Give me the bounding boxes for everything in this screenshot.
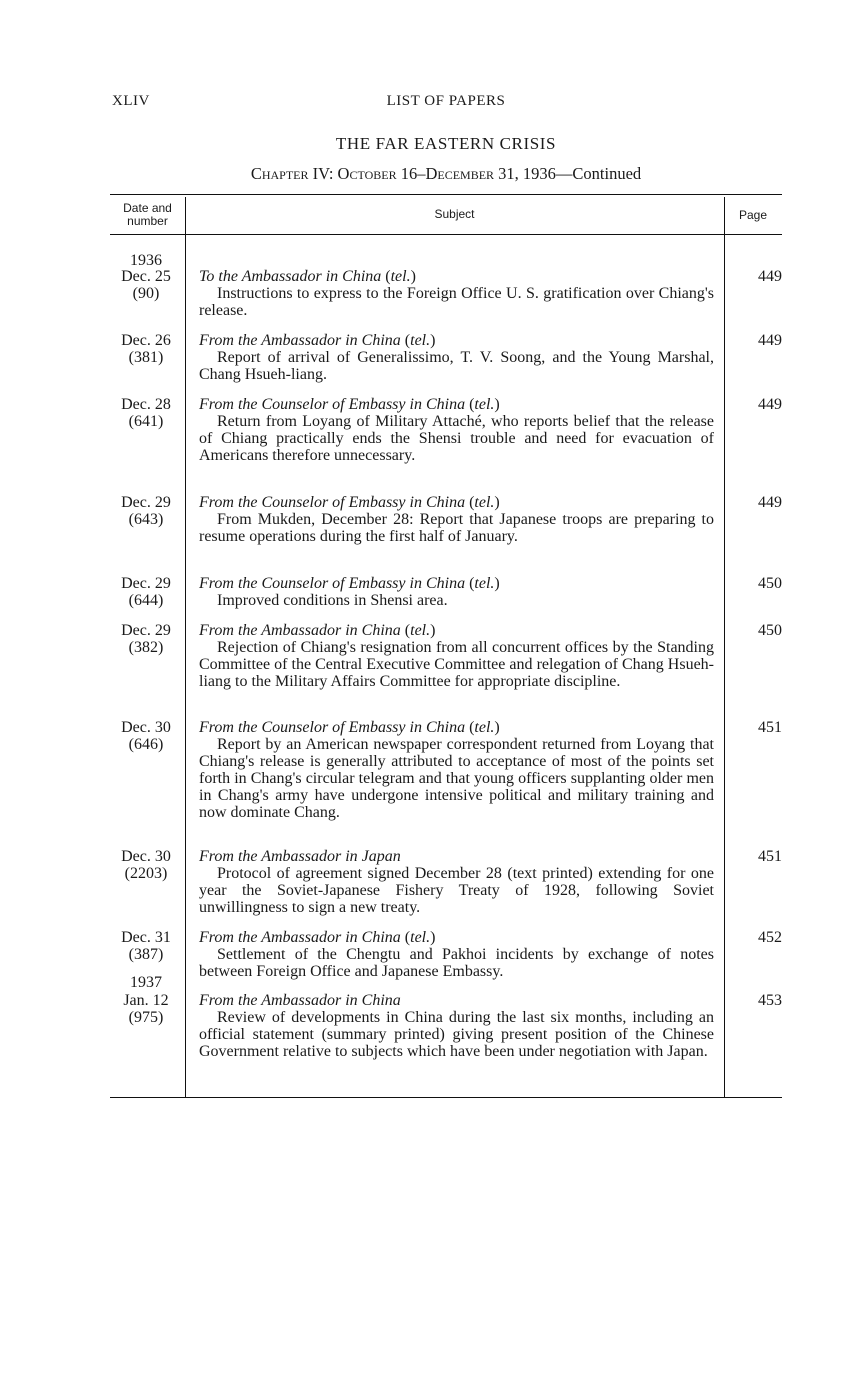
entry-from: From the Ambassador in China <box>199 992 401 1009</box>
entry-subject <box>199 575 714 609</box>
entry-correspondent <box>199 622 714 639</box>
entry-subject <box>199 848 714 916</box>
header-date-line1: Date and <box>123 201 172 215</box>
entry-date: Dec. 25 <box>121 268 171 285</box>
entry-date: Jan. 12 <box>123 992 169 1009</box>
entry-date: Dec. 31 <box>121 929 171 946</box>
entry-number: (644) <box>128 592 164 609</box>
table-bottom-rule <box>110 1097 782 1098</box>
entry-tel-text: tel. <box>474 396 495 413</box>
entry-date-number <box>110 719 182 753</box>
entry-tel: (tel.) <box>469 575 500 592</box>
entry-tel-text: tel. <box>474 575 495 592</box>
entry-from: From the Counselor of Embassy in China <box>199 396 466 413</box>
page-folio: XLIV <box>112 93 150 109</box>
entry-page: 452 <box>758 929 782 946</box>
entry-correspondent <box>199 992 714 1009</box>
entry-tel: (tel.) <box>404 929 436 946</box>
entry-date-number <box>110 929 182 963</box>
header-date-number <box>110 202 185 228</box>
entry-description: Review of developments in China during the last six months, including an official statement (summary printed) giving present position of the Chinese Government relative to subjects which have been under negotiation with Japan. <box>199 1009 714 1060</box>
entry-date: Dec. 26 <box>121 332 171 349</box>
entry-date-number <box>110 268 182 302</box>
entry-correspondent <box>199 575 714 592</box>
entry-date-number <box>110 622 182 656</box>
year-1936: 1936 <box>130 252 162 269</box>
entry-description: Improved conditions in Shensi area. <box>217 592 448 609</box>
entry-correspondent <box>199 332 714 349</box>
entry-subject <box>199 622 714 690</box>
entry-from: From the Ambassador in Japan <box>199 848 401 865</box>
year-1937: 1937 <box>130 974 162 991</box>
entry-from: To the Ambassador in China <box>199 268 382 285</box>
entry-tel-text: tel. <box>410 622 431 639</box>
table-top-rule <box>110 194 782 195</box>
header-bottom-rule <box>110 234 782 235</box>
header-subject: Subject <box>434 207 475 221</box>
entry-page: 449 <box>758 268 782 285</box>
chapter-year: 1936—Continued <box>522 164 642 183</box>
entry-number: (646) <box>128 736 164 753</box>
entry-description: Report of arrival of Generalissimo, T. V. Soong, and the Young Marshal, Chang Hsueh-liang. <box>199 349 714 383</box>
entry-tel-text: tel. <box>410 332 431 349</box>
section-title: THE FAR EASTERN CRISIS <box>335 134 557 153</box>
entry-number: (641) <box>128 413 164 430</box>
entry-description: Report by an American newspaper correspondent returned from Loyang that Chiang's release is generally attributed to acceptance of most of the points set forth in Chang's circular telegram and that young officers supplanting older men in Chang's army have undergone intensive political and military training and now dominate Chang. <box>199 736 714 821</box>
chapter-dates: October 16–December 31, <box>337 164 519 183</box>
entry-correspondent <box>199 268 714 285</box>
entry-tel: (tel.) <box>469 719 500 736</box>
entry-number: (975) <box>128 1009 164 1026</box>
entry-description: Rejection of Chiang's resignation from all concurrent offices by the Standing Committee of the Central Executive Committee and relegation of Chang Hsueh-liang to the Military Affairs Committee for appropriate discipline. <box>199 639 714 690</box>
entry-subject <box>199 929 714 980</box>
entry-tel-text: tel. <box>410 929 431 946</box>
entry-tel-text: tel. <box>474 494 495 511</box>
entry-number: (387) <box>128 946 164 963</box>
entry-correspondent <box>199 848 714 865</box>
entry-tel: (tel.) <box>469 396 500 413</box>
running-head <box>110 93 782 115</box>
entry-date-number <box>110 848 182 882</box>
running-title: LIST OF PAPERS <box>386 93 506 109</box>
entry-date: Dec. 30 <box>121 848 171 865</box>
entry-subject <box>199 332 714 383</box>
entry-date-number <box>110 494 182 528</box>
entry-description: Settlement of the Chengtu and Pakhoi incidents by exchange of notes between Foreign Office and Japanese Embassy. <box>199 946 714 980</box>
entry-date-number <box>110 332 182 366</box>
entry-date-number <box>110 992 182 1026</box>
header-page: Page <box>738 208 768 222</box>
entry-correspondent <box>199 494 714 511</box>
entry-description: Protocol of agreement signed December 28 (text printed) extending for one year the Soviet-Japanese Fishery Treaty of 1928, following Soviet unwillingness to sign a new treaty. <box>199 865 714 916</box>
chapter-title <box>110 164 782 184</box>
entry-subject <box>199 992 714 1060</box>
entry-date: Dec. 28 <box>121 396 171 413</box>
header-date-line2: number <box>127 214 168 228</box>
entry-date-number <box>110 575 182 609</box>
entry-subject <box>199 719 714 821</box>
entry-number: (2203) <box>124 865 168 882</box>
entry-description: Return from Loyang of Military Attaché, who reports belief that the release of Chiang practically ends the Shensi trouble and need for evacuation of Americans therefore unnecessary. <box>199 413 714 464</box>
entry-number: (643) <box>128 511 164 528</box>
entry-tel: (tel.) <box>469 494 500 511</box>
entry-page: 449 <box>758 332 782 349</box>
entry-page: 451 <box>758 848 782 865</box>
entry-from: From the Ambassador in China <box>199 332 401 349</box>
entry-subject <box>199 396 714 464</box>
entry-number: (381) <box>128 349 164 366</box>
entry-from: From the Ambassador in China <box>199 622 401 639</box>
entry-correspondent <box>199 719 714 736</box>
entry-page: 451 <box>758 719 782 736</box>
entry-from: From the Counselor of Embassy in China <box>199 575 466 592</box>
entry-tel-text: tel. <box>474 719 495 736</box>
entry-tel: (tel.) <box>404 332 436 349</box>
entry-page: 450 <box>758 575 782 592</box>
entry-tel: (tel.) <box>385 268 416 285</box>
entry-tel: (tel.) <box>404 622 436 639</box>
date-column-divider <box>185 197 186 1097</box>
page-column-divider <box>724 197 725 1097</box>
entry-subject <box>199 268 714 319</box>
entry-number: (382) <box>128 639 164 656</box>
entry-description: From Mukden, December 28: Report that Japanese troops are preparing to resume operations during the first half of January. <box>199 511 714 545</box>
entry-correspondent <box>199 396 714 413</box>
entry-date: Dec. 29 <box>121 622 171 639</box>
entry-date: Dec. 30 <box>121 719 171 736</box>
entry-from: From the Counselor of Embassy in China <box>199 494 466 511</box>
entry-page: 453 <box>758 992 782 1009</box>
entry-date: Dec. 29 <box>121 494 171 511</box>
entry-correspondent <box>199 929 714 946</box>
entry-page: 449 <box>758 396 782 413</box>
entry-from: From the Counselor of Embassy in China <box>199 719 466 736</box>
entry-date: Dec. 29 <box>121 575 171 592</box>
entry-page: 450 <box>758 622 782 639</box>
entry-page: 449 <box>758 494 782 511</box>
entry-date-number <box>110 396 182 430</box>
chapter-label: Chapter IV: <box>250 164 334 183</box>
entry-from: From the Ambassador in China <box>199 929 401 946</box>
entry-description: Instructions to express to the Foreign Office U. S. gratification over Chiang's release. <box>199 285 714 319</box>
papers-table <box>110 194 782 1100</box>
entry-subject <box>199 494 714 545</box>
entry-tel-text: tel. <box>390 268 411 285</box>
entry-number: (90) <box>132 285 160 302</box>
